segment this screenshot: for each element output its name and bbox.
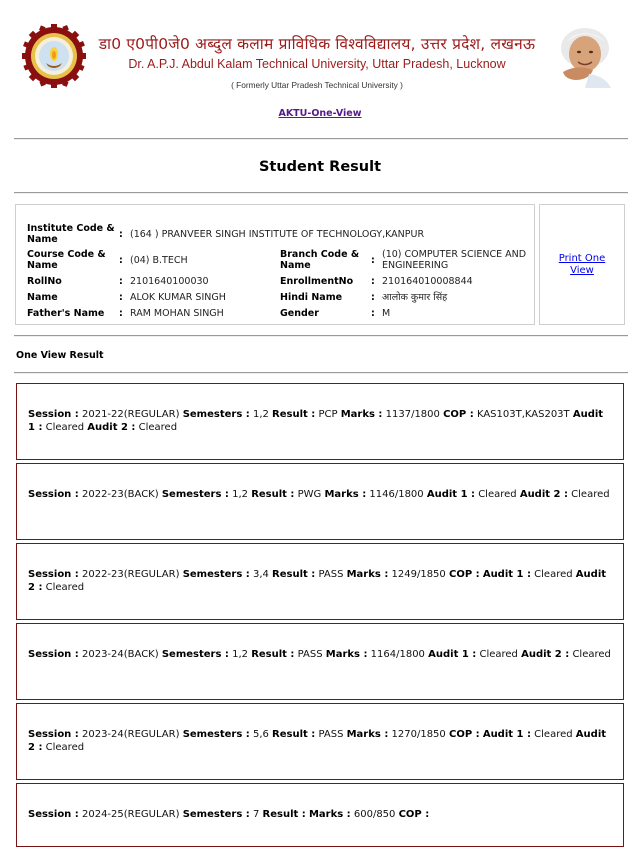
result-label: Result : bbox=[272, 409, 316, 420]
result-card bbox=[16, 703, 624, 780]
session-label: Session : bbox=[28, 729, 79, 740]
marks-value: 1270/1850 bbox=[391, 729, 446, 740]
university-titles bbox=[96, 34, 538, 91]
marks-label: Marks : bbox=[340, 409, 383, 420]
gender-value: M bbox=[382, 307, 391, 319]
marks-label: Marks : bbox=[325, 649, 368, 660]
session-label: Session : bbox=[28, 649, 79, 660]
result-card bbox=[16, 623, 624, 700]
apj-abdul-kalam-portrait bbox=[549, 24, 619, 90]
page-title: Student Result bbox=[258, 159, 382, 175]
result-list bbox=[16, 383, 624, 850]
info-row-rollno bbox=[27, 273, 532, 289]
marks-label: Marks : bbox=[346, 569, 389, 580]
university-banner bbox=[0, 0, 632, 100]
result-value: PASS bbox=[297, 649, 323, 660]
divider bbox=[14, 335, 628, 337]
marks-value: 600/850 bbox=[353, 809, 396, 820]
session-value: 2022-23(BACK) bbox=[81, 489, 159, 500]
result-value: PWG bbox=[297, 489, 322, 500]
course-label: Course Code & Name bbox=[27, 249, 106, 271]
semesters-value: 7 bbox=[252, 809, 260, 820]
student-info-table bbox=[27, 221, 532, 321]
separator: : bbox=[371, 254, 375, 266]
gender-label: Gender bbox=[280, 307, 319, 319]
university-name-hindi: डा0 ए0पी0जे0 अब्दुल कलाम प्राविधिक विश्वविद्यालय, उत्तर प्रदेश, लखनऊ bbox=[98, 35, 536, 53]
result-label: Result : bbox=[272, 569, 316, 580]
university-seal-logo bbox=[22, 24, 86, 88]
audit1-label: Audit 1 : bbox=[482, 569, 531, 580]
info-row-name bbox=[27, 289, 532, 305]
marks-label: Marks : bbox=[324, 489, 367, 500]
result-card bbox=[16, 783, 624, 847]
divider bbox=[14, 138, 628, 140]
semesters-label: Semesters : bbox=[161, 649, 229, 660]
marks-value: 1137/1800 bbox=[385, 409, 440, 420]
semesters-value: 3,4 bbox=[252, 569, 269, 580]
audit2-label: Audit 2 : bbox=[28, 729, 607, 753]
audit2-value: Cleared bbox=[45, 742, 85, 753]
separator: : bbox=[371, 307, 375, 319]
institute-value: (164 ) PRANVEER SINGH INSTITUTE OF TECHNOLOGY,KANPUR bbox=[130, 228, 425, 240]
branch-value: (10) COMPUTER SCIENCE AND ENGINEERING bbox=[382, 249, 527, 271]
audit1-value: Cleared bbox=[534, 569, 573, 580]
result-label: Result : bbox=[262, 809, 306, 820]
result-label: Result : bbox=[272, 729, 316, 740]
separator: : bbox=[119, 254, 123, 266]
institute-label: Institute Code & Name bbox=[27, 223, 115, 245]
separator: : bbox=[119, 275, 123, 287]
semesters-label: Semesters : bbox=[182, 409, 250, 420]
semesters-value: 5,6 bbox=[252, 729, 269, 740]
marks-value: 1249/1850 bbox=[391, 569, 446, 580]
session-label: Session : bbox=[28, 809, 79, 820]
hindi-name-label: Hindi Name bbox=[280, 291, 343, 303]
result-label: Result : bbox=[251, 649, 295, 660]
cop-label: COP : bbox=[448, 729, 480, 740]
enrollment-label: EnrollmentNo bbox=[280, 275, 354, 287]
audit1-label: Audit 1 : bbox=[28, 409, 604, 433]
course-value: (04) B.TECH bbox=[130, 254, 188, 266]
rollno-value: 2101640100030 bbox=[130, 275, 209, 287]
audit1-label: Audit 1 : bbox=[428, 649, 477, 660]
session-value: 2023-24(BACK) bbox=[81, 649, 159, 660]
info-row-father bbox=[27, 305, 532, 321]
print-panel bbox=[539, 204, 625, 325]
session-value: 2023-24(REGULAR) bbox=[81, 729, 180, 740]
audit1-label: Audit 1 : bbox=[482, 729, 531, 740]
divider bbox=[14, 192, 628, 194]
result-card bbox=[16, 543, 624, 620]
audit2-label: Audit 2 : bbox=[87, 422, 136, 433]
semesters-label: Semesters : bbox=[161, 489, 229, 500]
father-name-label: Father's Name bbox=[27, 307, 105, 319]
aktu-one-view-link[interactable]: AKTU-One-View bbox=[278, 108, 362, 119]
audit1-value: Cleared bbox=[478, 489, 517, 500]
semesters-label: Semesters : bbox=[182, 569, 250, 580]
aktu-one-view-nav bbox=[0, 108, 632, 119]
session-label: Session : bbox=[28, 409, 79, 420]
divider bbox=[14, 372, 628, 374]
semesters-value: 1,2 bbox=[232, 489, 248, 500]
rollno-label: RollNo bbox=[27, 275, 62, 287]
audit1-label: Audit 1 : bbox=[426, 489, 476, 500]
separator: : bbox=[119, 307, 123, 319]
formerly-text: ( Formerly Uttar Pradesh Technical University ) bbox=[231, 80, 403, 90]
session-value: 2024-25(REGULAR) bbox=[81, 809, 180, 820]
student-info-panel bbox=[15, 204, 535, 325]
name-value: ALOK KUMAR SINGH bbox=[130, 291, 226, 303]
enrollment-value: 210164010008844 bbox=[382, 275, 473, 287]
audit2-value: Cleared bbox=[138, 422, 178, 433]
one-view-result-heading: One View Result bbox=[16, 350, 104, 361]
audit1-value: Cleared bbox=[45, 422, 85, 433]
info-row-course bbox=[27, 247, 532, 273]
hindi-name-value: आलोक कुमार सिंह bbox=[382, 291, 448, 303]
separator: : bbox=[119, 228, 123, 240]
cop-label: COP : bbox=[448, 569, 480, 580]
result-value: PASS bbox=[318, 569, 344, 580]
session-label: Session : bbox=[28, 569, 79, 580]
father-name-value: RAM MOHAN SINGH bbox=[130, 307, 224, 319]
separator: : bbox=[371, 291, 375, 303]
cop-value: KAS103T,KAS203T bbox=[476, 409, 570, 420]
info-row-institute bbox=[27, 221, 532, 247]
semesters-value: 1,2 bbox=[252, 409, 269, 420]
audit2-label: Audit 2 : bbox=[28, 569, 607, 593]
separator: : bbox=[371, 275, 375, 287]
audit2-value: Cleared bbox=[572, 649, 611, 660]
result-card bbox=[16, 463, 624, 540]
session-label: Session : bbox=[28, 489, 79, 500]
result-label: Result : bbox=[251, 489, 295, 500]
cop-label: COP : bbox=[398, 809, 430, 820]
separator: : bbox=[119, 291, 123, 303]
branch-label: Branch Code & Name bbox=[280, 249, 360, 271]
marks-label: Marks : bbox=[308, 809, 351, 820]
university-name-english: Dr. A.P.J. Abdul Kalam Technical University, Uttar Pradesh, Lucknow bbox=[128, 57, 506, 71]
marks-value: 1164/1800 bbox=[370, 649, 425, 660]
semesters-label: Semesters : bbox=[182, 809, 250, 820]
audit1-value: Cleared bbox=[534, 729, 573, 740]
session-value: 2022-23(REGULAR) bbox=[81, 569, 180, 580]
result-card bbox=[16, 383, 624, 460]
result-value: PCP bbox=[318, 409, 338, 420]
audit2-label: Audit 2 : bbox=[519, 489, 568, 500]
audit1-value: Cleared bbox=[479, 649, 518, 660]
print-one-view-link[interactable]: Print One View bbox=[558, 252, 606, 276]
marks-value: 1146/1800 bbox=[369, 489, 424, 500]
cop-label: COP : bbox=[443, 409, 474, 420]
result-value: PASS bbox=[318, 729, 344, 740]
session-value: 2021-22(REGULAR) bbox=[81, 409, 180, 420]
audit2-value: Cleared bbox=[571, 489, 610, 500]
marks-label: Marks : bbox=[346, 729, 389, 740]
audit2-value: Cleared bbox=[45, 582, 85, 593]
semesters-label: Semesters : bbox=[182, 729, 250, 740]
audit2-label: Audit 2 : bbox=[521, 649, 570, 660]
name-label: Name bbox=[27, 291, 58, 303]
semesters-value: 1,2 bbox=[232, 649, 248, 660]
